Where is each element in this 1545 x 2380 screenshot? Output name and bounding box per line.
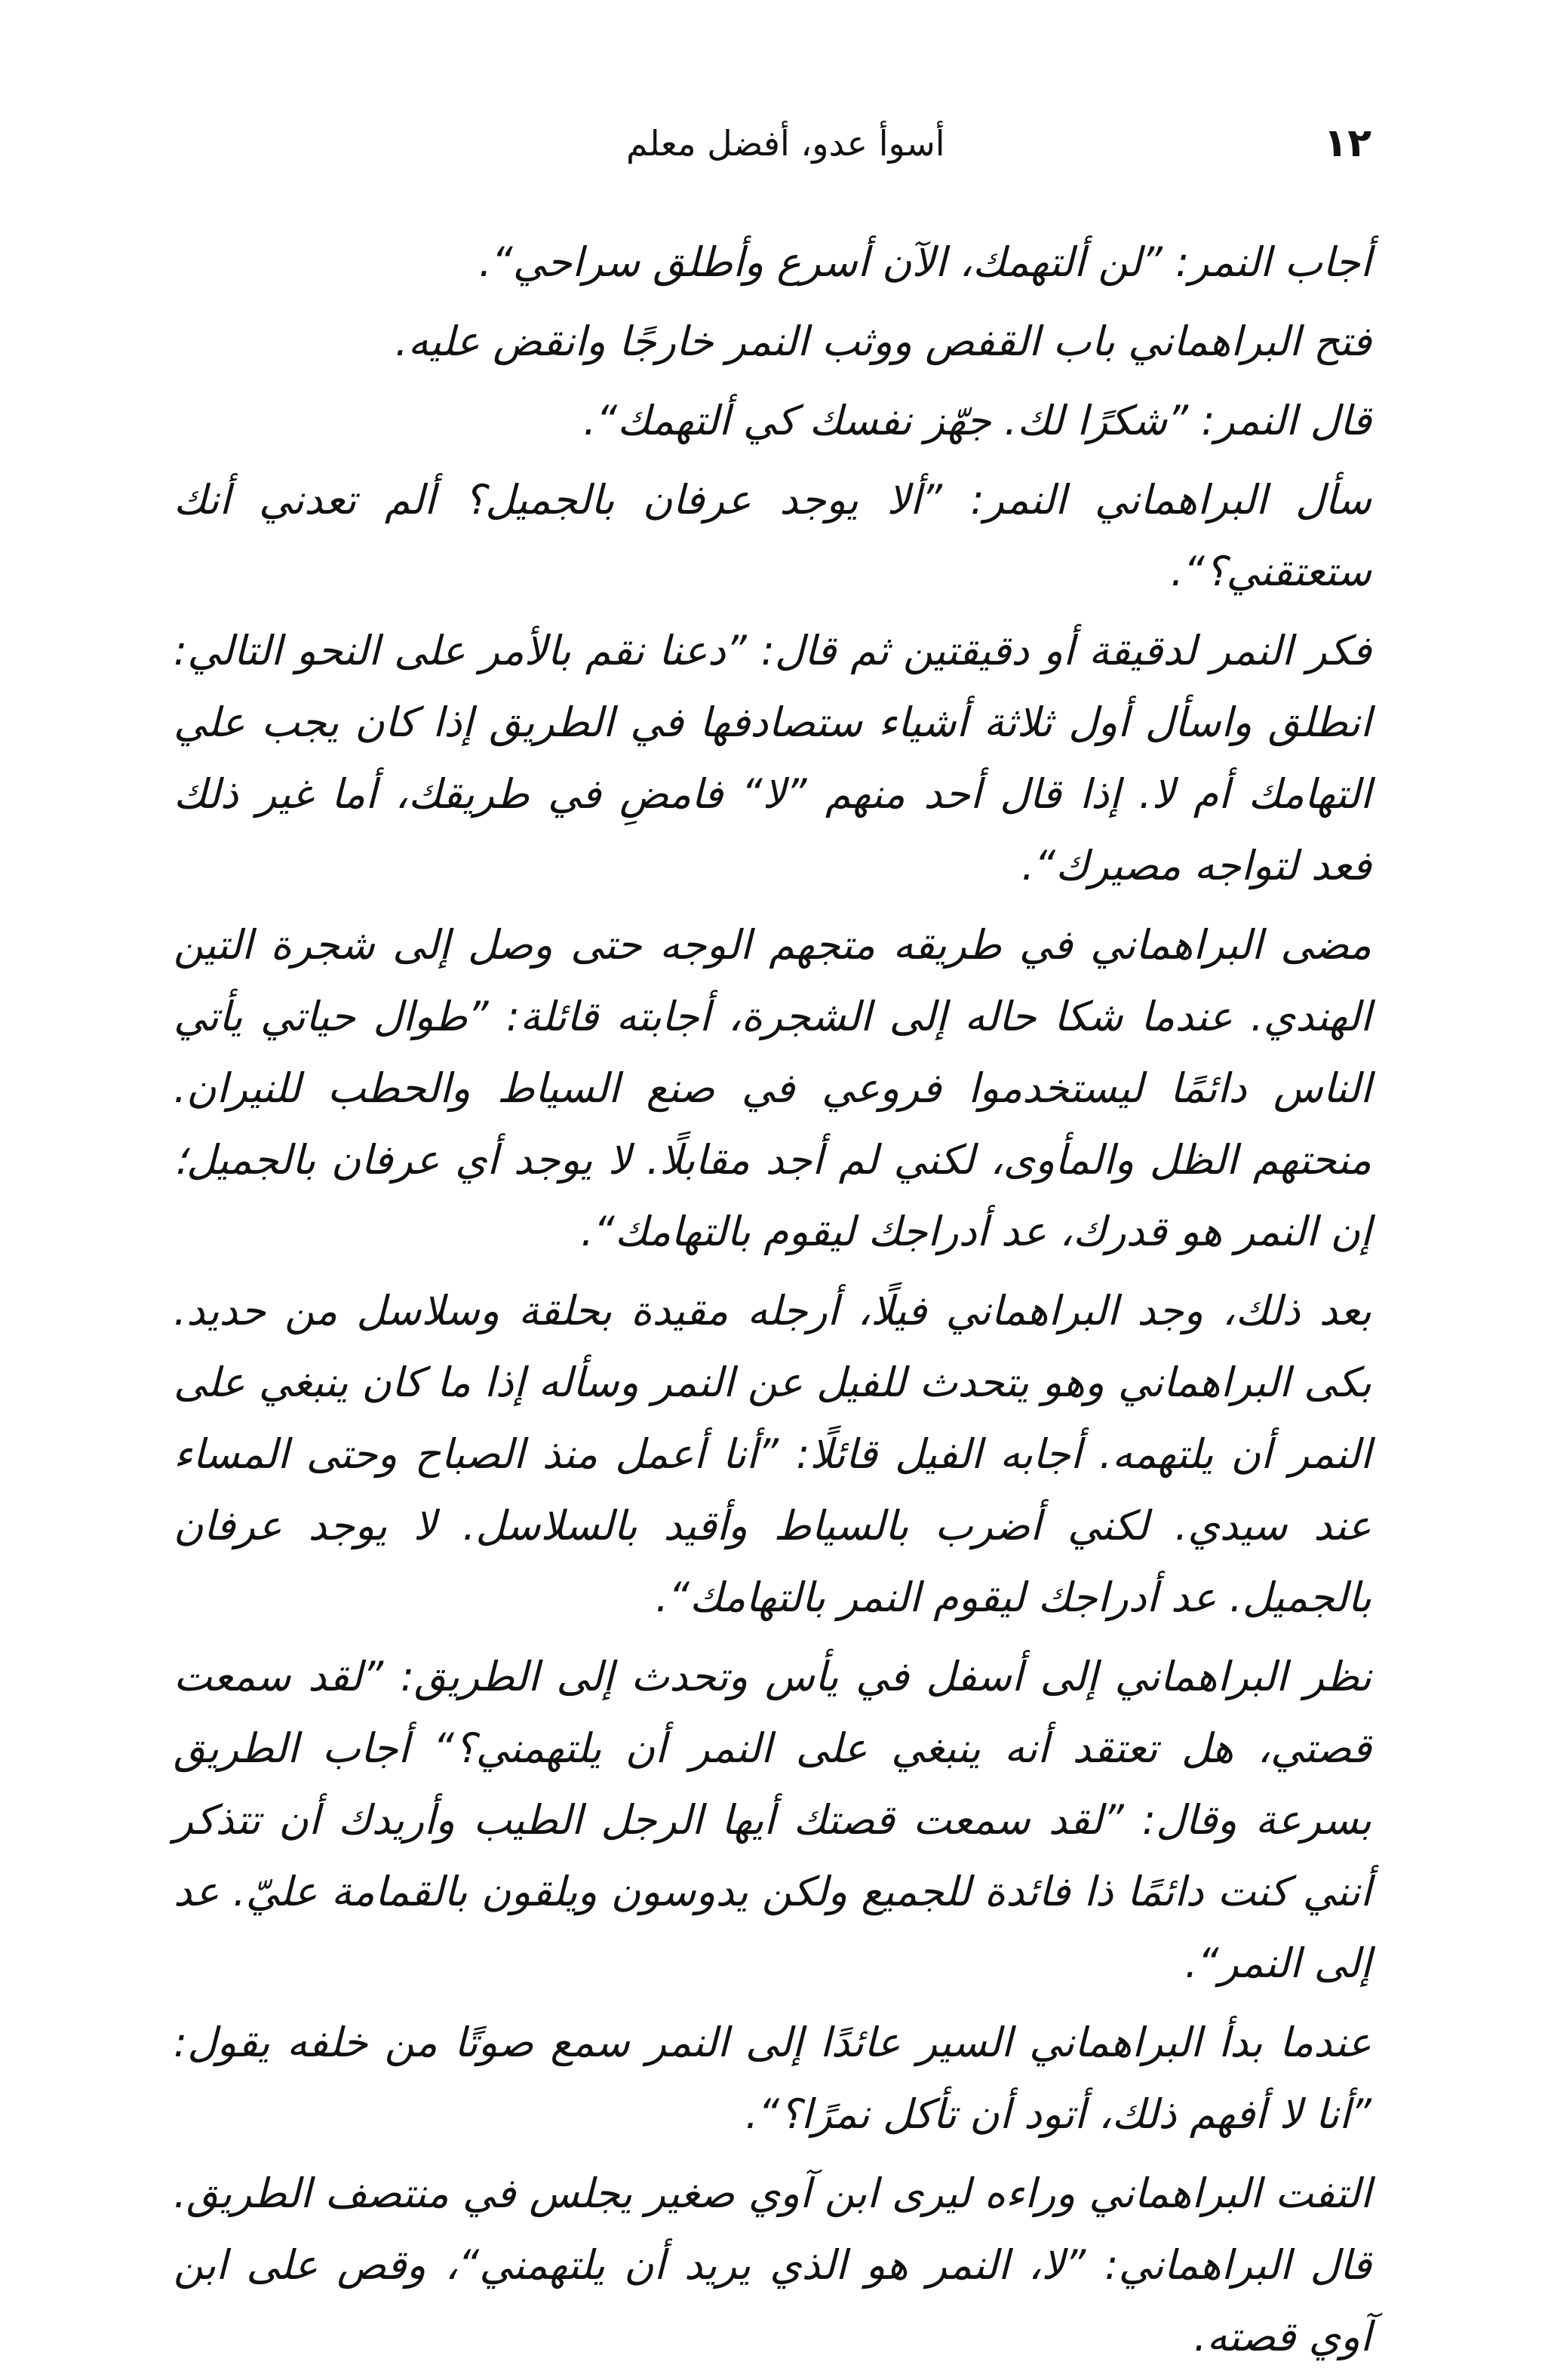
paragraph: قال النمر: ”شكرًا لك. جهّز نفسك كي ألتهمك“. [583,397,1371,444]
page-number: ١٢ [1323,121,1371,166]
paragraph: فتح البراهماني باب القفص ووثب النمر خارجًا وانقض عليه. [395,318,1371,365]
page-header [174,113,1371,174]
paragraph: نظر البراهماني إلى أسفل في يأس وتحدث إلى الطريق: ”لقد سمعت قصتي، هل تعتقد أنه ينبغي على النمر أن يلتهمني؟“ أجاب الطريق بسرعة وقال: ”لقد سمعت قصتك أيها الرجل الطيب وأريدك أن تتذكر أنني كنت دائمًا ذا فائدة للجميع ولكن يدوسون ويلقون بالقمامة عليّ. عد إلى النمر“. [174,1653,1371,1987]
paragraph: مضى البراهماني في طريقه متجهم الوجه حتى وصل إلى شجرة التين الهندي. عندما شكا حاله إلى الشجرة، أجابته قائلة: ”طوال حياتي يأتي الناس دائمًا ليستخدموا فروعي في صنع السياط والحطب للنيران. منحتهم الظل والمأوى، لكني لم أجد مقابلًا. لا يوجد أي عرفان بالجميل؛ إن النمر هو قدرك، عد أدراجك ليقوم بالتهامك“. [174,921,1371,1255]
paragraph: سأل البراهماني النمر: ”ألا يوجد عرفان بالجميل؟ ألم تعدني أنك ستعتقني؟“. [174,476,1371,595]
paragraph: فكر النمر لدقيقة أو دقيقتين ثم قال: ”دعنا نقم بالأمر على النحو التالي: انطلق واسأل أول ثلاثة أشياء ستصادفها في الطريق إذا كان يجب علي التهامك أم لا. إذا قال أحد منهم ”لا“ فامضِ في طريقك، أما غير ذلك فعد لتواجه مصيرك“. [174,627,1371,889]
paragraph: بعد ذلك، وجد البراهماني فيلًا، أرجله مقيدة بحلقة وسلاسل من حديد. بكى البراهماني وهو يتحدث للفيل عن النمر وسأله إذا ما كان ينبغي على النمر أن يلتهمه. أجابه الفيل قائلًا: ”أنا أعمل منذ الصباح وحتى المساء عند سيدي. لكني أضرب بالسياط وأقيد بالسلاسل. لا يوجد عرفان بالجميل. عد أدراجك ليقوم النمر بالتهامك“. [174,1287,1371,1621]
running-title: أسوأ عدو، أفضل معلم [626,123,945,164]
paragraph: أجاب النمر: ”لن ألتهمك، الآن أسرع وأطلق سراحي“. [478,238,1371,286]
paragraph: التفت البراهماني وراءه ليرى ابن آوي صغير يجلس في منتصف الطريق. قال البراهماني: ”لا، النمر هو الذي يريد أن يلتهمني“، وقص على ابن آوي قصته. [174,2170,1371,2360]
body-text [174,226,1371,2380]
paragraph: عندما بدأ البراهماني السير عائدًا إلى النمر سمع صوتًا من خلفه يقول: ”أنا لا أفهم ذلك، أتود أن تأكل نمرًا؟“. [174,2019,1371,2138]
